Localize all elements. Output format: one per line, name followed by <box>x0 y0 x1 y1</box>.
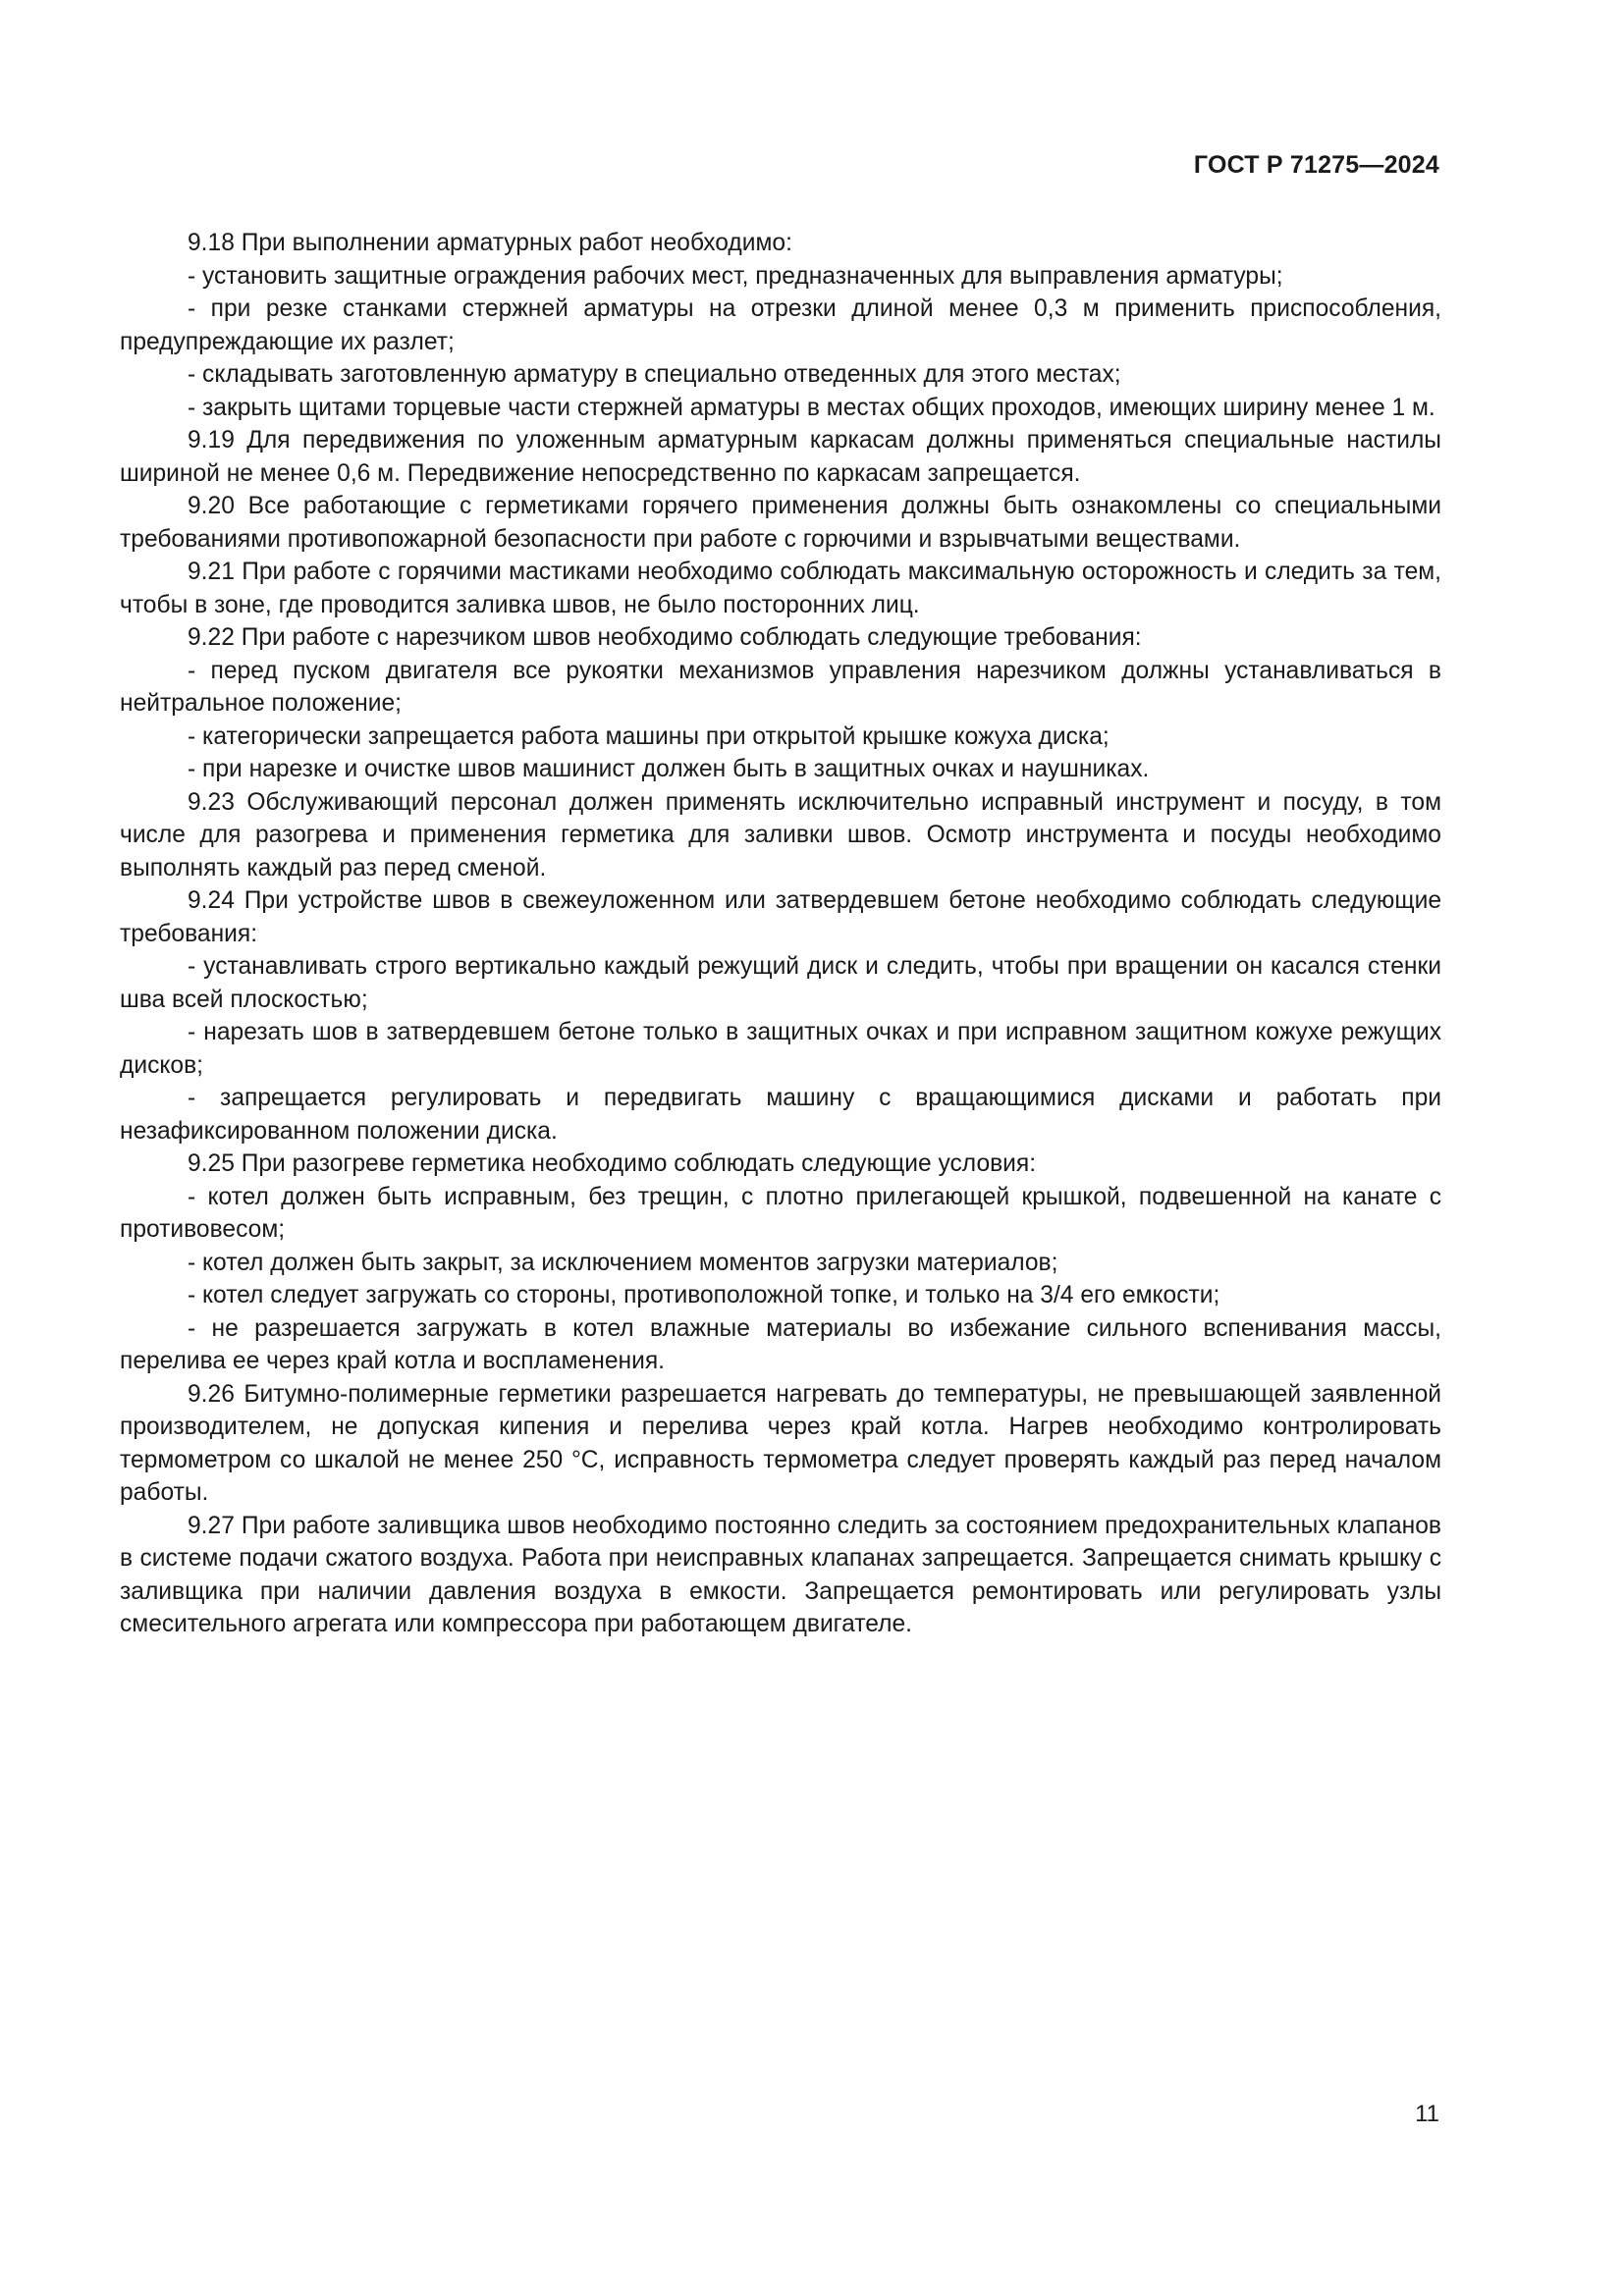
paragraph-9-24: 9.24 При устройстве швов в свежеуложенном или затвердевшем бетоне необходимо соблюдать следующие требования: <box>120 887 1441 947</box>
list-item: - котел следует загружать со стороны, противоположной топке, и только на 3/4 его емкости; <box>188 1282 1220 1308</box>
paragraph-9-26: 9.26 Битумно-полимерные герметики разрешается нагревать до температуры, не превышающей заявленной производителем, не допуская кипения и перелива через край котла. Нагрев необходимо контролировать термометром со шкалой не менее 250 °С, исправность термометра следует проверять каждый раз перед началом работы. <box>120 1380 1441 1506</box>
paragraph-9-20: 9.20 Все работающие с герметиками горячего применения должны быть ознакомлены со специальными требованиями противопожарной безопасности при работе с горючими и взрывчатыми веществами. <box>120 493 1441 553</box>
list-item: - устанавливать строго вертикально каждый режущий диск и следить, чтобы при вращении он касался стенки шва всей плоскостью; <box>120 953 1441 1013</box>
list-item: - котел должен быть исправным, без трещин, с плотно прилегающей крышкой, подвешенной на канате с противовесом; <box>120 1183 1441 1243</box>
list-item: - при резке станками стержней арматуры на отрезки длиной менее 0,3 м применить приспособления, предупреждающие их разлет; <box>120 295 1441 355</box>
standard-code-header: ГОСТ Р 71275—2024 <box>1193 151 1439 179</box>
list-item: - закрыть щитами торцевые части стержней арматуры в местах общих проходов, имеющих ширину менее 1 м. <box>188 394 1435 421</box>
paragraph-9-21: 9.21 При работе с горячими мастиками необходимо соблюдать максимальную осторожность и следить за тем, чтобы в зоне, где проводится заливка швов, не было посторонних лиц. <box>120 559 1441 618</box>
list-item: - установить защитные ограждения рабочих мест, предназначенных для выправления арматуры; <box>188 262 1283 290</box>
paragraph-9-22: 9.22 При работе с нарезчиком швов необходимо соблюдать следующие требования: <box>188 624 1142 651</box>
paragraph-9-18: 9.18 При выполнении арматурных работ необходимо: <box>188 230 792 256</box>
list-item: - перед пуском двигателя все рукоятки механизмов управления нарезчиком должны устанавливаться в нейтральное положение; <box>120 657 1441 717</box>
list-item: - складывать заготовленную арматуру в специально отведенных для этого местах; <box>188 361 1121 388</box>
paragraph-9-27: 9.27 При работе заливщика швов необходимо постоянно следить за состоянием предохранительных клапанов в системе подачи сжатого воздуха. Работа при неисправных клапанах запрещается. Запрещается снимать крышку с заливщика при наличии давления воздуха в емкости. Запрещается ремонтировать или регулировать узлы смесительного агрегата или компрессора при работающем двигателе. <box>120 1512 1441 1637</box>
document-body <box>120 227 1441 1641</box>
paragraph-9-25: 9.25 При разогреве герметика необходимо соблюдать следующие условия: <box>188 1150 1037 1177</box>
list-item: - запрещается регулировать и передвигать машину с вращающимися дисками и работать при незафиксированном положении диска. <box>120 1085 1441 1145</box>
list-item: - при нарезке и очистке швов машинист должен быть в защитных очках и наушниках. <box>188 756 1150 782</box>
page-number: 11 <box>1415 2101 1439 2127</box>
list-item: - категорически запрещается работа машины при открытой крышке кожуха диска; <box>188 722 1110 750</box>
list-item: - нарезать шов в затвердевшем бетоне только в защитных очках и при исправном защитном кожухе режущих дисков; <box>120 1019 1441 1079</box>
paragraph-9-19: 9.19 Для передвижения по уложенным арматурным каркасам должны применяться специальные настилы шириной не менее 0,6 м. Передвижение непосредственно по каркасам запрещается. <box>120 427 1441 487</box>
paragraph-9-23: 9.23 Обслуживающий персонал должен применять исключительно исправный инструмент и посуду, в том числе для разогрева и применения герметика для заливки швов. Осмотр инструмента и посуды необходимо выполнять каждый раз перед сменой. <box>120 788 1441 881</box>
list-item: - котел должен быть закрыт, за исключением моментов загрузки материалов; <box>188 1249 1058 1276</box>
list-item: - не разрешается загружать в котел влажные материалы во избежание сильного вспенивания массы, перелива ее через край котла и воспламенения. <box>120 1314 1441 1374</box>
